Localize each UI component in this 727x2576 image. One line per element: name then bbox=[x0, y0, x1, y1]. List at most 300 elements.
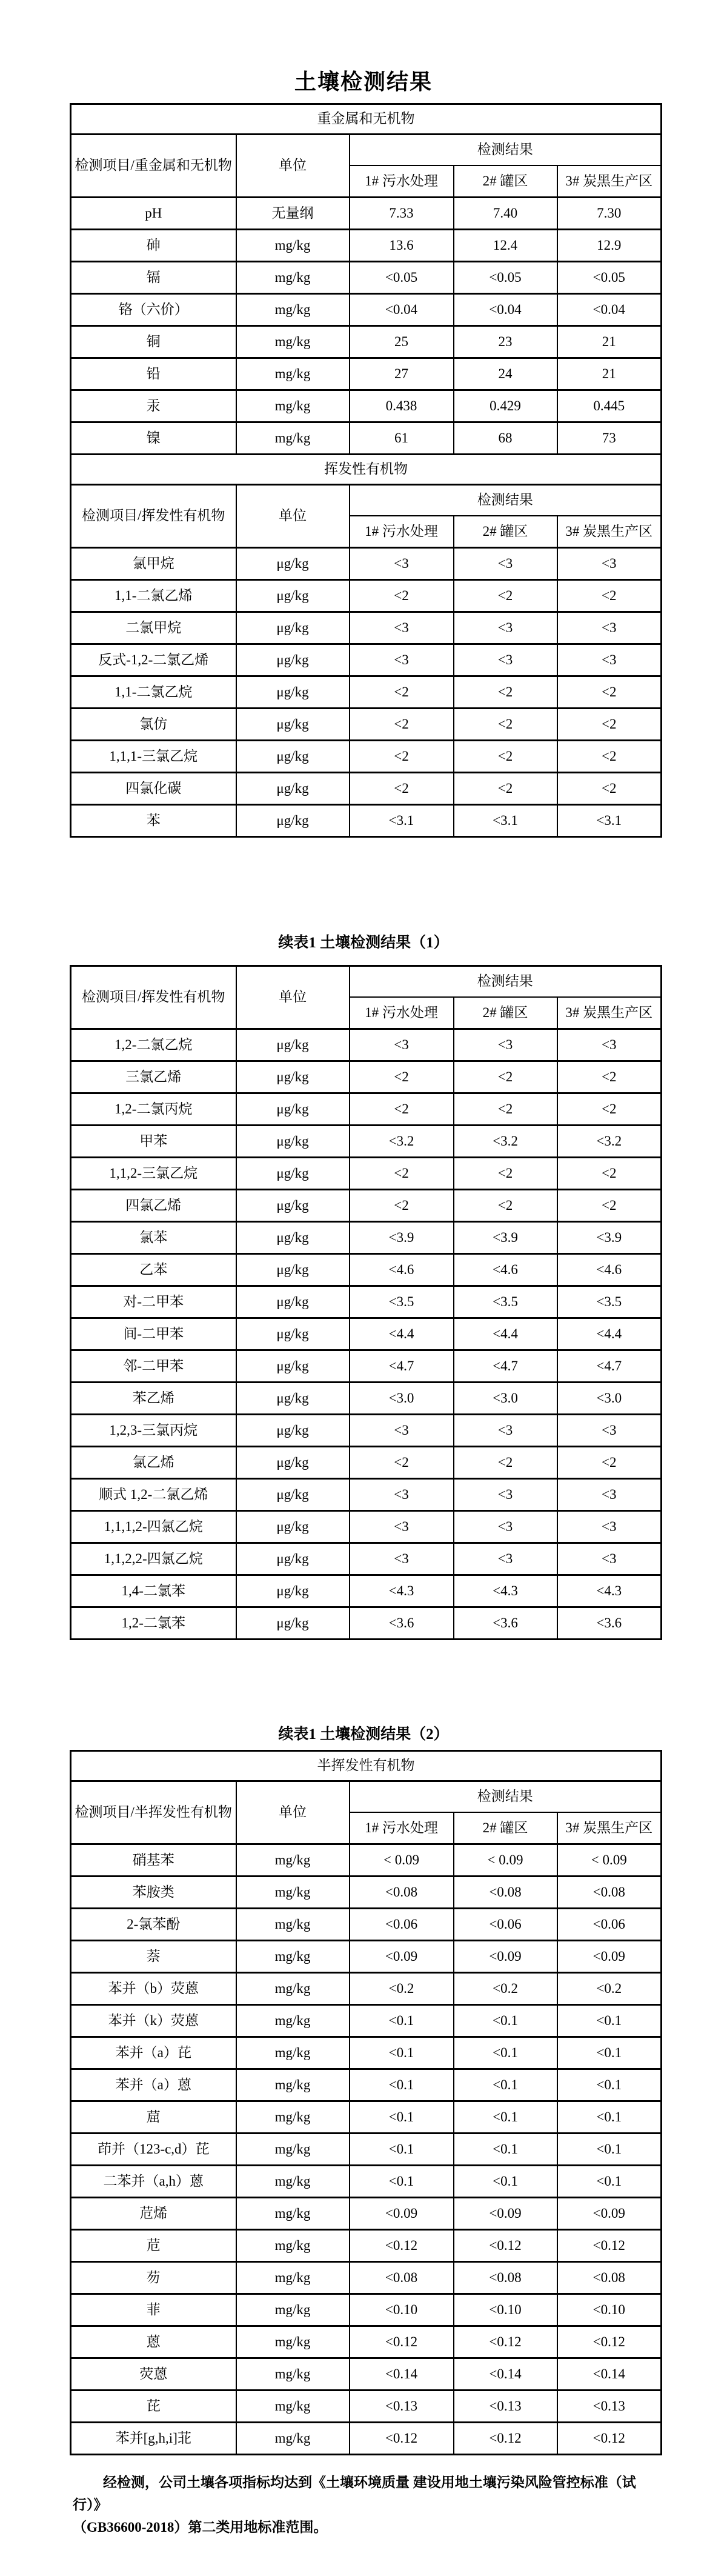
section-header-label: 半挥发性有机物 bbox=[71, 1751, 662, 1781]
item-cell: 1,1,2,2-四氯乙烷 bbox=[71, 1543, 236, 1575]
item-cell: 菲 bbox=[71, 2294, 236, 2326]
document-title: 土壤检测结果 bbox=[294, 70, 433, 94]
value-cell: <2 bbox=[350, 1190, 454, 1222]
soil-results-table-2 bbox=[70, 965, 662, 1640]
column-header-result: 检测结果 bbox=[350, 966, 662, 998]
value-cell: <0.1 bbox=[350, 2166, 454, 2198]
item-cell: 茚并（123-c,d）芘 bbox=[71, 2134, 236, 2166]
value-cell: <0.05 bbox=[454, 262, 557, 294]
table-row bbox=[71, 644, 662, 676]
column-header-item: 检测项目/重金属和无机物 bbox=[71, 135, 236, 198]
item-cell: 苯并（k）荧蒽 bbox=[71, 2005, 236, 2037]
value-cell: <2 bbox=[557, 1158, 662, 1190]
column-header-result: 检测结果 bbox=[350, 135, 662, 166]
table-row bbox=[71, 1286, 662, 1318]
table-row bbox=[71, 2358, 662, 2391]
value-cell: <3.6 bbox=[350, 1607, 454, 1640]
value-cell: <4.6 bbox=[350, 1254, 454, 1286]
value-cell: 12.9 bbox=[557, 230, 662, 262]
item-cell: 1,1-二氯乙烯 bbox=[71, 580, 236, 612]
item-cell: 镉 bbox=[71, 262, 236, 294]
unit-cell: μg/kg bbox=[236, 805, 350, 837]
value-cell: <4.3 bbox=[454, 1575, 557, 1607]
value-cell: 68 bbox=[454, 422, 557, 455]
table-row bbox=[71, 2262, 662, 2294]
value-cell: <0.1 bbox=[557, 2134, 662, 2166]
column-header-item: 检测项目/挥发性有机物 bbox=[71, 485, 236, 548]
value-cell: <0.09 bbox=[350, 2198, 454, 2230]
value-cell: <3 bbox=[454, 548, 557, 580]
value-cell: <0.08 bbox=[454, 2262, 557, 2294]
column-header-row bbox=[71, 485, 662, 516]
unit-cell: μg/kg bbox=[236, 580, 350, 612]
item-cell: 䓛 bbox=[71, 2101, 236, 2134]
table-row bbox=[71, 2198, 662, 2230]
column-header-site-1: 1# 污水处理 bbox=[350, 1812, 454, 1844]
value-cell: <2 bbox=[350, 709, 454, 741]
unit-cell: μg/kg bbox=[236, 1447, 350, 1479]
value-cell: <0.05 bbox=[557, 262, 662, 294]
table-row bbox=[71, 294, 662, 326]
value-cell: <3 bbox=[557, 1511, 662, 1543]
item-cell: 邻-二甲苯 bbox=[71, 1350, 236, 1383]
table-row bbox=[71, 612, 662, 644]
value-cell: 25 bbox=[350, 326, 454, 358]
value-cell: <3 bbox=[350, 1415, 454, 1447]
item-cell: 苊 bbox=[71, 2230, 236, 2262]
item-cell: 四氯乙烯 bbox=[71, 1190, 236, 1222]
unit-cell: mg/kg bbox=[236, 2037, 350, 2069]
value-cell: <0.1 bbox=[454, 2101, 557, 2134]
item-cell: 芘 bbox=[71, 2391, 236, 2423]
unit-cell: mg/kg bbox=[236, 2069, 350, 2101]
unit-cell: μg/kg bbox=[236, 1511, 350, 1543]
value-cell: <0.1 bbox=[557, 2005, 662, 2037]
column-header-site-2: 2# 罐区 bbox=[454, 516, 557, 548]
value-cell: <2 bbox=[454, 1158, 557, 1190]
value-cell: 0.429 bbox=[454, 390, 557, 422]
table-row bbox=[71, 1093, 662, 1126]
column-header-unit: 单位 bbox=[236, 1781, 350, 1844]
item-cell: 砷 bbox=[71, 230, 236, 262]
unit-cell: μg/kg bbox=[236, 709, 350, 741]
table-row bbox=[71, 1941, 662, 1973]
value-cell: <3 bbox=[454, 644, 557, 676]
value-cell: <3 bbox=[350, 644, 454, 676]
value-cell: <2 bbox=[454, 676, 557, 709]
unit-cell: μg/kg bbox=[236, 1575, 350, 1607]
table-row bbox=[71, 2294, 662, 2326]
value-cell: <0.1 bbox=[350, 2005, 454, 2037]
column-header-site-3: 3# 炭黑生产区 bbox=[557, 516, 662, 548]
table-row bbox=[71, 1126, 662, 1158]
value-cell: < 0.09 bbox=[454, 1844, 557, 1877]
item-cell: 铬（六价） bbox=[71, 294, 236, 326]
table-row bbox=[71, 1061, 662, 1093]
item-cell: 蒽 bbox=[71, 2326, 236, 2358]
value-cell: 21 bbox=[557, 358, 662, 390]
conclusion-paragraph bbox=[73, 2471, 662, 2538]
table-row bbox=[71, 741, 662, 773]
unit-cell: 无量纲 bbox=[236, 198, 350, 230]
value-cell: <0.1 bbox=[557, 2069, 662, 2101]
table-row bbox=[71, 326, 662, 358]
column-header-unit: 单位 bbox=[236, 135, 350, 198]
unit-cell: μg/kg bbox=[236, 741, 350, 773]
value-cell: <3 bbox=[454, 1415, 557, 1447]
value-cell: <4.6 bbox=[557, 1254, 662, 1286]
unit-cell: μg/kg bbox=[236, 1061, 350, 1093]
value-cell: <3 bbox=[557, 1479, 662, 1511]
item-cell: 氯苯 bbox=[71, 1222, 236, 1254]
value-cell: 7.33 bbox=[350, 198, 454, 230]
column-header-item: 检测项目/挥发性有机物 bbox=[71, 966, 236, 1029]
value-cell: <0.12 bbox=[454, 2230, 557, 2262]
unit-cell: μg/kg bbox=[236, 1190, 350, 1222]
unit-cell: mg/kg bbox=[236, 2005, 350, 2037]
value-cell: <2 bbox=[350, 741, 454, 773]
table-row bbox=[71, 230, 662, 262]
value-cell: <0.12 bbox=[557, 2230, 662, 2262]
value-cell: <2 bbox=[454, 773, 557, 805]
value-cell: <2 bbox=[557, 1447, 662, 1479]
item-cell: 苯并（b）荧蒽 bbox=[71, 1973, 236, 2005]
table-row bbox=[71, 1511, 662, 1543]
item-cell: 苯胺类 bbox=[71, 1877, 236, 1909]
soil-results-table-1 bbox=[70, 103, 662, 838]
value-cell: <2 bbox=[557, 676, 662, 709]
value-cell: <2 bbox=[454, 580, 557, 612]
value-cell: <2 bbox=[454, 709, 557, 741]
value-cell: 12.4 bbox=[454, 230, 557, 262]
table-row bbox=[71, 1158, 662, 1190]
value-cell: <4.3 bbox=[557, 1575, 662, 1607]
value-cell: 7.30 bbox=[557, 198, 662, 230]
unit-cell: mg/kg bbox=[236, 2423, 350, 2455]
value-cell: <0.13 bbox=[350, 2391, 454, 2423]
value-cell: <0.05 bbox=[350, 262, 454, 294]
item-cell: 氯仿 bbox=[71, 709, 236, 741]
value-cell: <0.04 bbox=[454, 294, 557, 326]
value-cell: <0.12 bbox=[350, 2230, 454, 2262]
table-row bbox=[71, 2101, 662, 2134]
value-cell: <3.2 bbox=[557, 1126, 662, 1158]
value-cell: <3 bbox=[350, 1479, 454, 1511]
unit-cell: μg/kg bbox=[236, 1383, 350, 1415]
unit-cell: mg/kg bbox=[236, 2262, 350, 2294]
item-cell: 苯并（a）蒽 bbox=[71, 2069, 236, 2101]
value-cell: <3 bbox=[454, 1029, 557, 1061]
value-cell: <3.1 bbox=[350, 805, 454, 837]
value-cell: <0.14 bbox=[454, 2358, 557, 2391]
item-cell: 1,1,1-三氯乙烷 bbox=[71, 741, 236, 773]
unit-cell: μg/kg bbox=[236, 773, 350, 805]
unit-cell: mg/kg bbox=[236, 2391, 350, 2423]
column-header-site-3: 3# 炭黑生产区 bbox=[557, 997, 662, 1029]
unit-cell: μg/kg bbox=[236, 1479, 350, 1511]
table-row bbox=[71, 1383, 662, 1415]
value-cell: <3.2 bbox=[454, 1126, 557, 1158]
table-2-continuation-title: 续表1 土壤检测结果（1） bbox=[278, 935, 449, 951]
item-cell: 甲苯 bbox=[71, 1126, 236, 1158]
unit-cell: μg/kg bbox=[236, 1318, 350, 1350]
value-cell: <2 bbox=[454, 1190, 557, 1222]
table-row bbox=[71, 709, 662, 741]
column-header-result: 检测结果 bbox=[350, 1781, 662, 1813]
value-cell: <0.08 bbox=[557, 1877, 662, 1909]
value-cell: <3.6 bbox=[454, 1607, 557, 1640]
item-cell: 氯甲烷 bbox=[71, 548, 236, 580]
item-cell: 1,1,1,2-四氯乙烷 bbox=[71, 1511, 236, 1543]
table-row bbox=[71, 2423, 662, 2455]
unit-cell: μg/kg bbox=[236, 1607, 350, 1640]
column-header-result: 检测结果 bbox=[350, 485, 662, 516]
item-cell: 荧蒽 bbox=[71, 2358, 236, 2391]
value-cell: <0.04 bbox=[350, 294, 454, 326]
value-cell: <3.9 bbox=[557, 1222, 662, 1254]
item-cell: 四氯化碳 bbox=[71, 773, 236, 805]
value-cell: <0.09 bbox=[454, 2198, 557, 2230]
value-cell: <0.1 bbox=[350, 2037, 454, 2069]
column-header-row bbox=[71, 966, 662, 998]
table-row bbox=[71, 805, 662, 837]
table-row bbox=[71, 773, 662, 805]
value-cell: <0.1 bbox=[454, 2005, 557, 2037]
unit-cell: mg/kg bbox=[236, 326, 350, 358]
unit-cell: mg/kg bbox=[236, 1877, 350, 1909]
value-cell: 13.6 bbox=[350, 230, 454, 262]
value-cell: <3.2 bbox=[350, 1126, 454, 1158]
value-cell: 0.445 bbox=[557, 390, 662, 422]
unit-cell: mg/kg bbox=[236, 262, 350, 294]
unit-cell: μg/kg bbox=[236, 1029, 350, 1061]
value-cell: <0.10 bbox=[350, 2294, 454, 2326]
value-cell: <2 bbox=[557, 1061, 662, 1093]
item-cell: 1,2-二氯乙烷 bbox=[71, 1029, 236, 1061]
value-cell: <0.10 bbox=[557, 2294, 662, 2326]
table-row bbox=[71, 1909, 662, 1941]
value-cell: <3.0 bbox=[454, 1383, 557, 1415]
value-cell: <0.09 bbox=[557, 2198, 662, 2230]
section-header-label: 挥发性有机物 bbox=[71, 455, 662, 485]
value-cell: <0.2 bbox=[557, 1973, 662, 2005]
item-cell: 1,4-二氯苯 bbox=[71, 1575, 236, 1607]
item-cell: 1,1-二氯乙烷 bbox=[71, 676, 236, 709]
table-row bbox=[71, 1447, 662, 1479]
unit-cell: mg/kg bbox=[236, 390, 350, 422]
value-cell: <0.12 bbox=[557, 2423, 662, 2455]
value-cell: <3 bbox=[557, 1415, 662, 1447]
value-cell: <2 bbox=[350, 773, 454, 805]
soil-results-table-3 bbox=[70, 1750, 662, 2455]
value-cell: <0.1 bbox=[350, 2134, 454, 2166]
value-cell: <2 bbox=[557, 741, 662, 773]
table-row bbox=[71, 1415, 662, 1447]
value-cell: <0.06 bbox=[350, 1909, 454, 1941]
item-cell: 1,2,3-三氯丙烷 bbox=[71, 1415, 236, 1447]
section-header-row bbox=[71, 104, 662, 135]
table-row bbox=[71, 2037, 662, 2069]
table-row bbox=[71, 676, 662, 709]
value-cell: <2 bbox=[350, 676, 454, 709]
item-cell: 铜 bbox=[71, 326, 236, 358]
unit-cell: mg/kg bbox=[236, 2230, 350, 2262]
column-header-row bbox=[71, 1781, 662, 1813]
unit-cell: mg/kg bbox=[236, 358, 350, 390]
table-row bbox=[71, 2069, 662, 2101]
unit-cell: μg/kg bbox=[236, 1415, 350, 1447]
item-cell: 对-二甲苯 bbox=[71, 1286, 236, 1318]
column-header-site-2: 2# 罐区 bbox=[454, 997, 557, 1029]
value-cell: <3 bbox=[454, 1543, 557, 1575]
value-cell: <0.14 bbox=[557, 2358, 662, 2391]
column-header-site-2: 2# 罐区 bbox=[454, 165, 557, 198]
table-row bbox=[71, 1877, 662, 1909]
table-row bbox=[71, 1190, 662, 1222]
value-cell: <0.13 bbox=[557, 2391, 662, 2423]
table-row bbox=[71, 1479, 662, 1511]
value-cell: <2 bbox=[350, 1158, 454, 1190]
value-cell: 27 bbox=[350, 358, 454, 390]
value-cell: <3 bbox=[557, 1029, 662, 1061]
section-header-row bbox=[71, 1751, 662, 1781]
column-header-item: 检测项目/半挥发性有机物 bbox=[71, 1781, 236, 1844]
item-cell: 1,2-二氯丙烷 bbox=[71, 1093, 236, 1126]
table-row bbox=[71, 2230, 662, 2262]
value-cell: <3.1 bbox=[454, 805, 557, 837]
value-cell: <0.1 bbox=[350, 2069, 454, 2101]
unit-cell: μg/kg bbox=[236, 644, 350, 676]
value-cell: <2 bbox=[557, 1190, 662, 1222]
value-cell: <0.1 bbox=[454, 2069, 557, 2101]
column-header-site-3: 3# 炭黑生产区 bbox=[557, 1812, 662, 1844]
value-cell: <0.10 bbox=[454, 2294, 557, 2326]
value-cell: <2 bbox=[557, 709, 662, 741]
value-cell: <3 bbox=[350, 612, 454, 644]
unit-cell: μg/kg bbox=[236, 1254, 350, 1286]
table-row bbox=[71, 1029, 662, 1061]
section-header-label: 重金属和无机物 bbox=[71, 104, 662, 135]
value-cell: <3 bbox=[350, 1511, 454, 1543]
value-cell: <3 bbox=[557, 612, 662, 644]
item-cell: 苯并（a）芘 bbox=[71, 2037, 236, 2069]
item-cell: 间-二甲苯 bbox=[71, 1318, 236, 1350]
value-cell: <2 bbox=[350, 1093, 454, 1126]
conclusion-line-2: （GB36600-2018）第二类用地标准范围。 bbox=[73, 2520, 328, 2535]
value-cell: <3.1 bbox=[557, 805, 662, 837]
column-header-site-3: 3# 炭黑生产区 bbox=[557, 165, 662, 198]
item-cell: pH bbox=[71, 198, 236, 230]
item-cell: 二氯甲烷 bbox=[71, 612, 236, 644]
value-cell: <2 bbox=[350, 1061, 454, 1093]
item-cell: 萘 bbox=[71, 1941, 236, 1973]
value-cell: <0.1 bbox=[454, 2037, 557, 2069]
table-row bbox=[71, 2005, 662, 2037]
item-cell: 铅 bbox=[71, 358, 236, 390]
value-cell: <2 bbox=[557, 773, 662, 805]
value-cell: 7.40 bbox=[454, 198, 557, 230]
unit-cell: mg/kg bbox=[236, 1941, 350, 1973]
value-cell: <0.09 bbox=[454, 1941, 557, 1973]
value-cell: <0.12 bbox=[350, 2423, 454, 2455]
value-cell: <4.6 bbox=[454, 1254, 557, 1286]
unit-cell: mg/kg bbox=[236, 1844, 350, 1877]
value-cell: <4.3 bbox=[350, 1575, 454, 1607]
item-cell: 苯并[g,h,i]苝 bbox=[71, 2423, 236, 2455]
value-cell: 0.438 bbox=[350, 390, 454, 422]
unit-cell: μg/kg bbox=[236, 1222, 350, 1254]
value-cell: <3.0 bbox=[350, 1383, 454, 1415]
table-row bbox=[71, 198, 662, 230]
column-header-site-1: 1# 污水处理 bbox=[350, 516, 454, 548]
value-cell: <0.1 bbox=[350, 2101, 454, 2134]
item-cell: 三氯乙烯 bbox=[71, 1061, 236, 1093]
value-cell: 61 bbox=[350, 422, 454, 455]
value-cell: <2 bbox=[350, 1447, 454, 1479]
value-cell: <0.1 bbox=[557, 2166, 662, 2198]
item-cell: 反式-1,2-二氯乙烯 bbox=[71, 644, 236, 676]
unit-cell: mg/kg bbox=[236, 2198, 350, 2230]
table-row bbox=[71, 1844, 662, 1877]
unit-cell: μg/kg bbox=[236, 1158, 350, 1190]
value-cell: <0.2 bbox=[350, 1973, 454, 2005]
table-row bbox=[71, 2134, 662, 2166]
unit-cell: mg/kg bbox=[236, 2358, 350, 2391]
value-cell: <4.7 bbox=[557, 1350, 662, 1383]
value-cell: <4.7 bbox=[350, 1350, 454, 1383]
value-cell: <0.2 bbox=[454, 1973, 557, 2005]
unit-cell: mg/kg bbox=[236, 2166, 350, 2198]
unit-cell: mg/kg bbox=[236, 2294, 350, 2326]
unit-cell: μg/kg bbox=[236, 1286, 350, 1318]
value-cell: <0.1 bbox=[454, 2166, 557, 2198]
item-cell: 二苯并（a,h）蒽 bbox=[71, 2166, 236, 2198]
value-cell: <0.1 bbox=[557, 2101, 662, 2134]
unit-cell: μg/kg bbox=[236, 612, 350, 644]
value-cell: <3 bbox=[454, 1479, 557, 1511]
value-cell: <2 bbox=[557, 580, 662, 612]
value-cell: <3 bbox=[454, 1511, 557, 1543]
item-cell: 镍 bbox=[71, 422, 236, 455]
value-cell: <0.08 bbox=[350, 1877, 454, 1909]
value-cell: <0.08 bbox=[454, 1877, 557, 1909]
value-cell: <0.13 bbox=[454, 2391, 557, 2423]
table-row bbox=[71, 2166, 662, 2198]
value-cell: <2 bbox=[454, 1093, 557, 1126]
value-cell: <0.12 bbox=[454, 2423, 557, 2455]
table-row bbox=[71, 1543, 662, 1575]
item-cell: 苯乙烯 bbox=[71, 1383, 236, 1415]
value-cell: <2 bbox=[557, 1093, 662, 1126]
item-cell: 芴 bbox=[71, 2262, 236, 2294]
table-row bbox=[71, 1318, 662, 1350]
column-header-unit: 单位 bbox=[236, 966, 350, 1029]
table-row bbox=[71, 1350, 662, 1383]
item-cell: 1,2-二氯苯 bbox=[71, 1607, 236, 1640]
value-cell: <0.06 bbox=[454, 1909, 557, 1941]
value-cell: <4.4 bbox=[557, 1318, 662, 1350]
value-cell: 24 bbox=[454, 358, 557, 390]
table-row bbox=[71, 1607, 662, 1640]
value-cell: <3 bbox=[350, 1543, 454, 1575]
value-cell: <3 bbox=[557, 644, 662, 676]
table-row bbox=[71, 262, 662, 294]
value-cell: <0.08 bbox=[350, 2262, 454, 2294]
value-cell: <0.1 bbox=[454, 2134, 557, 2166]
value-cell: 21 bbox=[557, 326, 662, 358]
unit-cell: μg/kg bbox=[236, 548, 350, 580]
unit-cell: mg/kg bbox=[236, 294, 350, 326]
